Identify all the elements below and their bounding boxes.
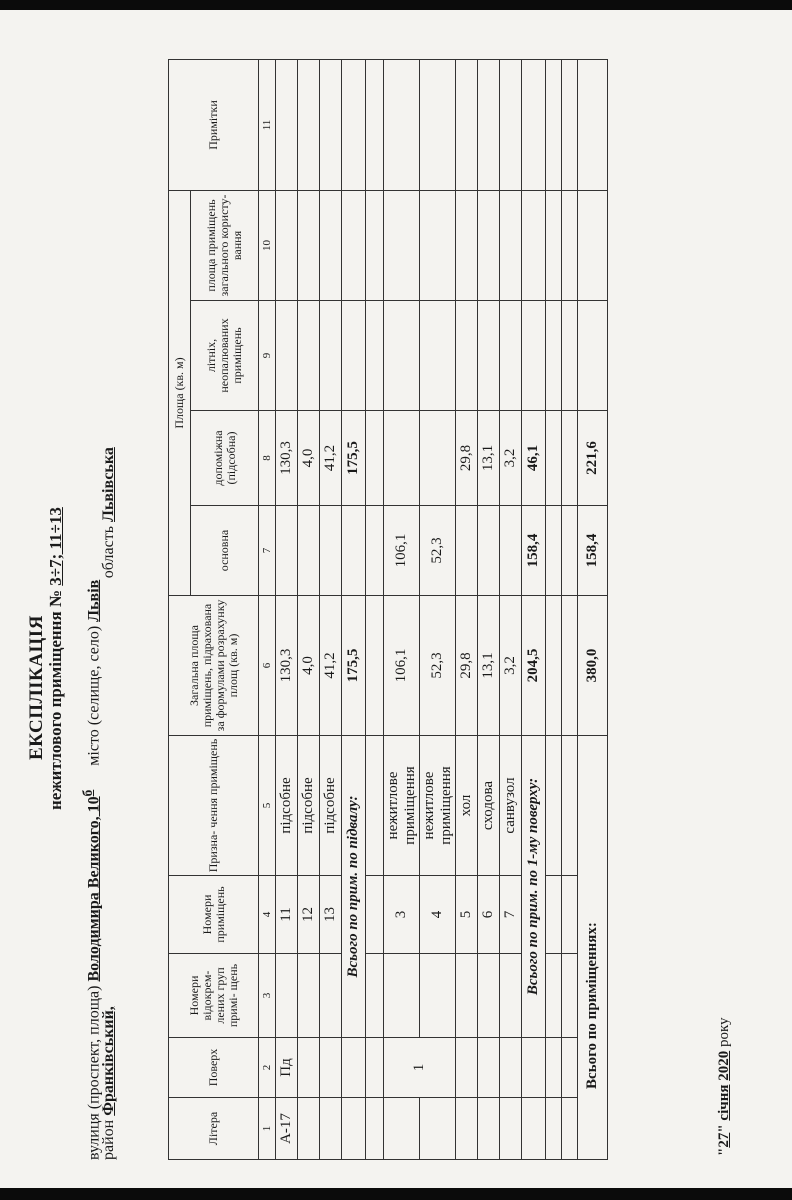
col-common: площа приміщень загального користу- вання: [191, 191, 259, 301]
empty-row: [562, 60, 578, 1160]
col-area-group: Площа (кв. м): [169, 191, 191, 596]
table-row: 7 санвузол 3,2 3,2: [500, 60, 522, 1160]
district-line: район Франківський, область Львівська: [100, 447, 117, 1160]
col-total-area: Загальна площа приміщень, підрахована за формулами розрахунку площ (кв. м): [169, 596, 259, 736]
column-numbers-row: 1 2 3 4 5 6 7 8 9 10 11: [259, 60, 276, 1160]
col-aux: допоміжна (підсобна): [191, 411, 259, 506]
col-summer: літніх, неопалюваних приміщень: [191, 301, 259, 411]
document-date: "27" січня 2020 року: [716, 1017, 732, 1156]
rotated-content: [26, 60, 766, 1180]
table-row: 4 нежитлове приміщення 52,3 52,3: [420, 60, 456, 1160]
col-main: основна: [191, 506, 259, 596]
explication-table: [168, 59, 608, 1160]
table-row: А-17 Пд 11 підсобне 130,3 130,3: [276, 60, 298, 1160]
document-title: ЕКСПЛІКАЦІЯ: [26, 615, 47, 760]
empty-row: [366, 60, 384, 1160]
col-purpose: Призна- чення приміщень: [169, 736, 259, 876]
street-line: вулиця (проспект, площа) Володимира Великого, $10^б$ місто (селище, село) Львів: [80, 579, 103, 1160]
table-row: 5 хол 29,8 29,8: [456, 60, 478, 1160]
table-row: 1 3 нежитлове приміщення 106,1 106,1: [384, 60, 420, 1160]
grand-total-row: Всього по приміщеннях: 380,0 158,4 221,6: [578, 60, 608, 1160]
document-subtitle: нежитлового приміщення № 3÷7; 11÷13: [46, 507, 65, 810]
col-groups: Номери відокрем- лених груп примі- щень: [169, 954, 259, 1038]
table-row: 6 сходова 13,1 13,1: [478, 60, 500, 1160]
empty-row: [546, 60, 562, 1160]
col-poverkh: Поверх: [169, 1038, 259, 1098]
table-row: 12 підсобне 4,0 4,0: [298, 60, 320, 1160]
col-notes: Примітки: [169, 60, 259, 191]
document-page: [0, 10, 792, 1188]
subtotal-floor1-row: Всього по прим. по 1-му поверху: 204,5 158,4 46,1: [522, 60, 546, 1160]
col-rooms: Номери приміщень: [169, 876, 259, 954]
subtotal-basement-row: Всього по прим. по підвалу: 175,5 175,5: [342, 60, 366, 1160]
table-row: 13 підсобне 41,2 41,2: [320, 60, 342, 1160]
col-litera: Літера: [169, 1098, 259, 1160]
